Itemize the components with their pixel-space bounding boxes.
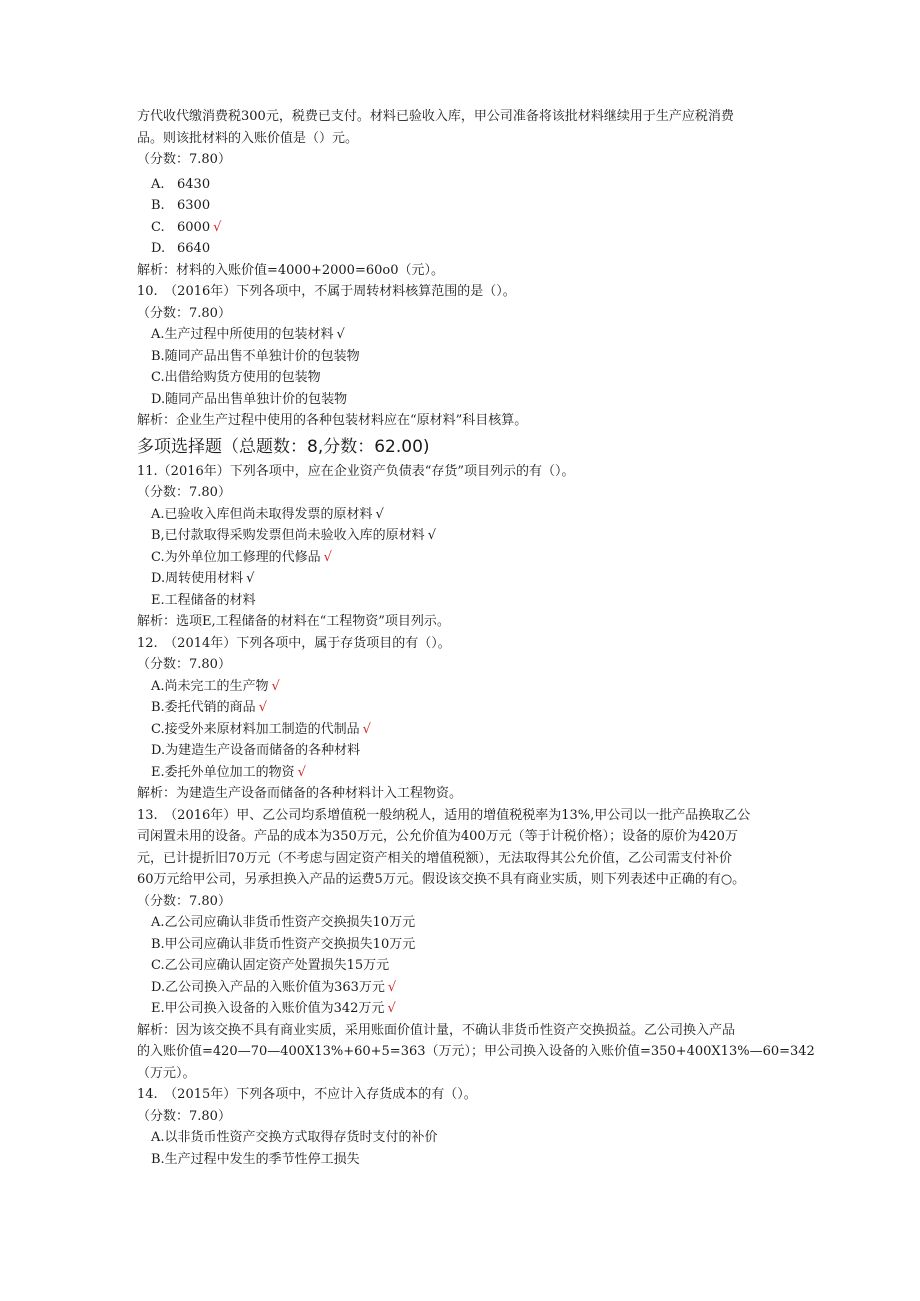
correct-check-icon: √: [336, 327, 345, 342]
correct-check-icon: √: [246, 571, 255, 586]
analysis: 解析：企业生产过程中使用的各种包装材料应在“原材料”科目核算。: [137, 413, 528, 428]
question-stem: 10. （2016年）下列各项中，不属于周转材料核算范围的是（）。: [137, 284, 516, 299]
question-score: （分数：7.80）: [137, 152, 231, 167]
question-13: [137, 805, 815, 1085]
section-heading: 多项选择题（总题数：8,分数：62.00): [137, 436, 430, 457]
option-d: D.随同产品出售单独计价的包装物: [151, 391, 348, 407]
option-a: A.生产过程中所使用的包装材料 √: [151, 327, 345, 342]
question-11: [137, 461, 787, 633]
option-e: E.工程储备的材料: [151, 592, 256, 608]
option-e: E.甲公司换入设备的入账价值为342万元 √: [151, 1001, 396, 1016]
option-c: C. 6000 √: [151, 219, 222, 235]
analysis: 解析：选项E,工程储备的材料在“工程物资”项目列示。: [137, 614, 450, 629]
option-b: B.委托代销的商品 √: [151, 700, 267, 715]
question-stem: 14. （2015年）下列各项中，不应计入存货成本的有（）。: [137, 1087, 477, 1102]
question-score: （分数：7.80）: [137, 657, 231, 672]
analysis: 的入账价值=420—70—400X13%+60+5=363（万元）；甲公司换入设备的入账价值=350+400X13%—60=342: [137, 1044, 815, 1059]
correct-check-icon: √: [362, 721, 371, 737]
option-e: E.委托外单位加工的物资 √: [151, 764, 306, 780]
correct-check-icon: √: [427, 528, 436, 543]
option-a: A.乙公司应确认非货币性资产交换损失10万元: [151, 915, 416, 930]
option-b: B.甲公司应确认非货币性资产交换损失10万元: [151, 936, 416, 952]
correct-check-icon: √: [271, 678, 280, 694]
exam-page: [137, 106, 815, 1170]
option-c: C.乙公司应确认固定资产处置损失15万元: [151, 958, 390, 973]
question-14: [137, 1084, 787, 1170]
question-10: [137, 281, 787, 432]
correct-check-icon: √: [323, 549, 332, 565]
question-score: （分数：7.80）: [137, 305, 231, 321]
question-stem: 司闲置未用的设备。产品的成本为350万元，公允价值为400万元（等于计税价格）；设备的原价为420万: [137, 829, 738, 844]
option-b: B,已付款取得采购发票但尚未验收入库的原材料 √: [151, 528, 436, 543]
correct-check-icon: √: [375, 506, 384, 522]
correct-check-icon: √: [213, 219, 222, 235]
question-stem: 品。则该批材料的入账价值是（）元。: [137, 130, 359, 146]
question-score: （分数：7.80）: [137, 893, 231, 909]
option-d: D.为建造生产设备而储备的各种材料: [151, 743, 361, 758]
question-stem: 60万元给甲公司，另承担换入产品的运费5万元。假设该交换不具有商业实质，则下列表述中正确的有○。: [137, 872, 746, 887]
option-d: D.周转使用材料 √: [151, 571, 255, 586]
option-b: B. 6300: [151, 198, 211, 213]
analysis: （万元）。: [137, 1065, 196, 1081]
option-c: C.接受外来原材料加工制造的代制品 √: [151, 721, 371, 737]
analysis: 解析：材料的入账价值=4000+2000=60o0（元）。: [137, 262, 444, 278]
option-a: A.尚未完工的生产物 √: [151, 678, 280, 694]
question-9: [137, 106, 787, 281]
question-stem: 方代收代缴消费税300元，税费已支付。材料已验收入库，甲公司准备将该批材料继续用于生产应税消费: [137, 109, 734, 124]
question-score: （分数：7.80）: [137, 485, 231, 500]
question-score: （分数：7.80）: [137, 1108, 231, 1124]
option-d: D.乙公司换入产品的入账价值为363万元 √: [151, 979, 397, 995]
option-b: B.生产过程中发生的季节性停工损失: [151, 1151, 360, 1167]
option-c: C.出借给购货方使用的包装物: [151, 370, 321, 385]
correct-check-icon: √: [258, 700, 267, 715]
analysis: 解析：为建造生产设备而储备的各种材料计入工程物资。: [137, 786, 463, 801]
correct-check-icon: √: [387, 979, 397, 995]
option-d: D. 6640: [151, 241, 211, 256]
option-c: C.为外单位加工修理的代修品 √: [151, 549, 332, 565]
option-a: A. 6430: [151, 176, 211, 192]
question-stem: 11.（2016年）下列各项中，应在企业资产负债表“存货”项目列示的有（）。: [137, 463, 575, 479]
correct-check-icon: √: [297, 764, 306, 780]
option-a: A.以非货币性资产交换方式取得存货时支付的补价: [151, 1130, 438, 1145]
analysis: 解析：因为该交换不具有商业实质，采用账面价值计量，不确认非货币性资产交换损益。乙公司换入产品: [137, 1022, 736, 1038]
correct-check-icon: √: [387, 1001, 396, 1016]
question-stem: 元，已计提折旧70万元（不考虑与固定资产相关的增值税额），无法取得其公允价值，乙公司需支付补价: [137, 850, 733, 866]
question-stem: 13. （2016年）甲、乙公司均系增值税一般纳税人，适用的增值税税率为13%,甲公司以一批产品换取乙公: [137, 807, 751, 823]
question-stem: 12. （2014年）下列各项中，属于存货项目的有（）。: [137, 635, 451, 651]
option-b: B.随同产品出售不单独计价的包装物: [151, 348, 360, 364]
question-12: [137, 633, 787, 805]
option-a: A.已验收入库但尚未取得发票的原材料 √: [151, 506, 384, 522]
